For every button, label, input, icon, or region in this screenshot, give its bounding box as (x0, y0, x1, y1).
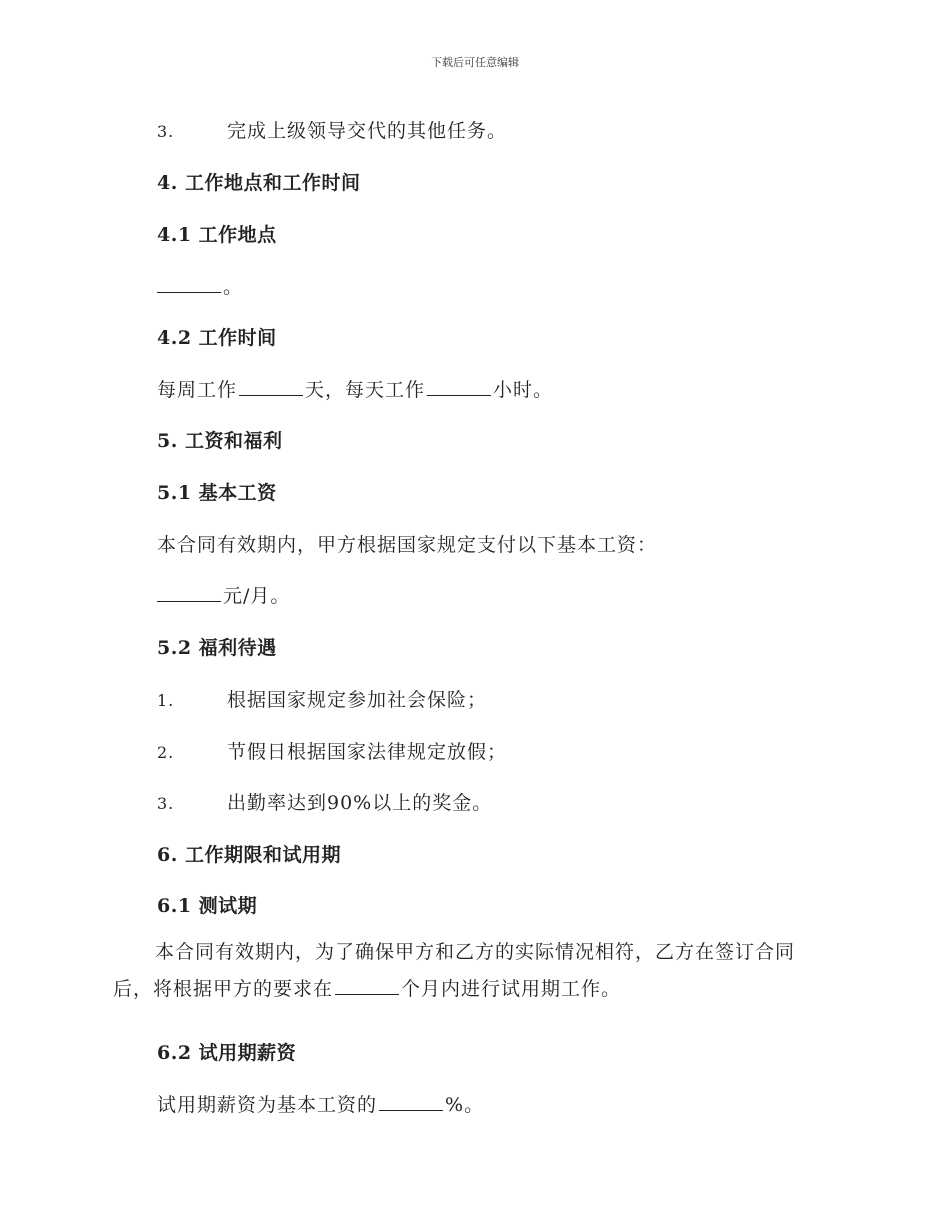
fill-blank[interactable] (157, 587, 221, 602)
list-item (157, 737, 507, 764)
trial-pay-text: 试用期薪资为基本工资的 (157, 1094, 378, 1116)
section-heading: 6. 工作期限和试用期 (157, 844, 341, 866)
trial-text: 本合同有效期内，为了确保甲方和乙方的实际情况相符，乙方在签订合同后，将根据甲方的要求在 (113, 941, 796, 1000)
subsection-heading: 4.1 工作地点 (157, 224, 277, 246)
fill-blank[interactable] (157, 278, 221, 293)
list-number: 2. (157, 743, 175, 762)
work-time-line (157, 375, 553, 402)
work-time-text: 小时。 (493, 379, 554, 401)
fill-blank[interactable] (239, 381, 303, 396)
list-item (157, 116, 507, 143)
fill-blank[interactable] (379, 1096, 443, 1111)
trial-pay-text: %。 (445, 1094, 485, 1116)
list-text: 出勤率达到90%以上的奖金。 (227, 792, 493, 814)
location-line (157, 272, 243, 299)
fill-blank[interactable] (427, 381, 491, 396)
trial-paragraph (113, 934, 833, 1008)
fill-blank[interactable] (335, 980, 399, 995)
subsection-heading: 5.2 福利待遇 (157, 637, 277, 659)
list-item (157, 685, 487, 712)
trial-pay-line (157, 1090, 484, 1117)
page-header: 下载后可任意编辑 (431, 56, 519, 69)
section-heading: 4. 工作地点和工作时间 (157, 172, 361, 194)
subsection-heading: 4.2 工作时间 (157, 327, 277, 349)
work-time-text: 每周工作 (157, 379, 238, 401)
location-suffix: 。 (223, 276, 244, 298)
trial-text: 个月内进行试用期工作。 (401, 978, 622, 1000)
list-item (157, 788, 492, 815)
salary-line (157, 581, 290, 608)
section-heading: 5. 工资和福利 (157, 430, 283, 452)
list-text: 根据国家规定参加社会保险； (227, 689, 488, 711)
subsection-heading: 5.1 基本工资 (157, 482, 277, 504)
subsection-heading: 6.1 测试期 (157, 895, 258, 917)
list-text: 节假日根据国家法律规定放假； (227, 741, 508, 763)
salary-suffix: 元/月。 (223, 585, 291, 607)
list-text: 完成上级领导交代的其他任务。 (227, 120, 508, 142)
list-number: 3. (157, 122, 175, 141)
work-time-text: 天，每天工作 (305, 379, 426, 401)
salary-text: 本合同有效期内，甲方根据国家规定支付以下基本工资： (157, 534, 658, 556)
list-number: 1. (157, 691, 175, 710)
list-number: 3. (157, 794, 175, 813)
subsection-heading: 6.2 试用期薪资 (157, 1042, 297, 1064)
